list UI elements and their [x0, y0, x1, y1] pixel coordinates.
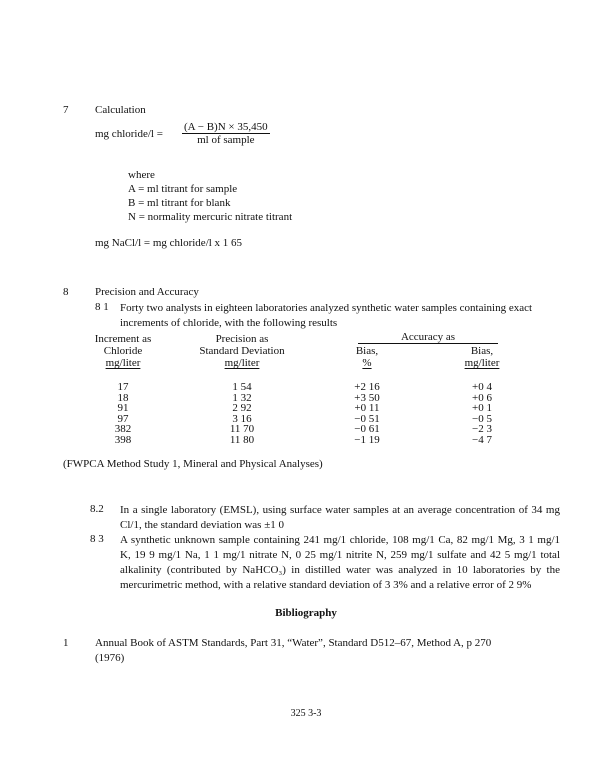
table-cell: 97	[117, 412, 129, 425]
where-label: where	[128, 169, 155, 181]
paragraph-8-3: A synthetic unknown sample containing 241 mg/1 chloride, 108 mg/1 Ca, 82 mg/1 Mg, 3 1 mg/1 K, 19 9 mg/1 Na, 1 1 mg/1 nitrate N, 0 25 mg/1 nitrite N, 259 mg/1 sulfate and 42 5 mg/1 total alkalinity (contributed by NaHCO₃) in distilled water was analyzed in 10 laboratories by the mercurimetric method, with a relative standard deviation of 3 3% and a relative error of 2 9%	[120, 534, 560, 591]
table-cell: 91	[117, 402, 129, 415]
section-title: Precision and Accuracy	[95, 286, 199, 298]
table-cell: −1 19	[354, 433, 380, 446]
paragraph-8-1: Forty two analysts in eighteen laboratories analyzed synthetic water samples containing exact increments of chloride, with the following results	[120, 302, 533, 329]
definition: N = normality mercuric nitrate titrant	[128, 211, 293, 223]
table-cell: +0 11	[354, 402, 380, 415]
page-footer: 325 3-3	[290, 708, 322, 719]
table-column	[83, 382, 163, 446]
paragraph-number: 8.2	[90, 503, 104, 515]
paragraph-number: 8 3	[90, 533, 104, 545]
definition: A = ml titrant for sample	[128, 183, 238, 195]
table-cell: −0 51	[354, 412, 380, 425]
source-note: (FWPCA Method Study 1, Mineral and Physical Analyses)	[63, 458, 323, 470]
header-line: Chloride	[103, 345, 143, 357]
formula-denominator: ml of sample	[197, 134, 255, 146]
table-cell: −0 61	[354, 423, 380, 436]
table-cell: 11 80	[229, 433, 255, 446]
table-cell: +2 16	[354, 381, 380, 393]
paragraph-8-2: In a single laboratory (EMSL), using surface water samples at an average concentration of 34 mg Cl/1, the standard deviation was ±1 0	[120, 504, 560, 531]
header-line: Increment as	[94, 333, 152, 345]
header-accuracy: Accuracy as	[358, 331, 498, 344]
table-cell: 382	[114, 423, 132, 436]
reference-text: Annual Book of ASTM Standards, Part 31, “Water”, Standard D512–67, Method A, p 270	[95, 637, 492, 649]
table-cell: +0 4	[472, 381, 492, 393]
formula-lhs: mg chloride/l =	[95, 128, 163, 140]
formula-fraction	[182, 121, 270, 146]
header-bias-mg	[412, 345, 552, 369]
table-cell: 2 92	[232, 402, 252, 415]
table-cell: 398	[114, 433, 132, 446]
formula-numerator: (A − B)N × 35,450	[184, 121, 268, 133]
table-column	[442, 382, 522, 446]
table-cell: 17	[117, 381, 129, 393]
bibliography-heading: Bibliography	[275, 607, 337, 619]
table-cell: 1 32	[232, 391, 252, 404]
nacl-formula: mg NaCl/l = mg chloride/l x 1 65	[95, 237, 243, 249]
table-cell: 11 70	[229, 423, 255, 436]
table-cell: +3 50	[354, 391, 380, 404]
header-line: Bias,	[470, 345, 494, 357]
section-title: Calculation	[95, 104, 146, 116]
reference-text: (1976)	[95, 652, 125, 664]
header-line: Standard Deviation	[199, 345, 285, 357]
header-line: mg/liter	[464, 357, 500, 369]
table-cell: −0 5	[472, 412, 492, 425]
section-number: 8	[63, 286, 69, 298]
table-cell: +0 1	[472, 402, 492, 415]
section-number: 7	[63, 104, 69, 116]
table-column	[202, 382, 282, 446]
table-cell: −2 3	[472, 423, 492, 436]
reference-number: 1	[63, 637, 69, 649]
header-line: %	[362, 357, 372, 369]
paragraph-number: 8 1	[95, 301, 109, 313]
header-line: mg/liter	[224, 357, 260, 369]
definition: B = ml titrant for blank	[128, 197, 231, 209]
header-precision	[172, 333, 312, 369]
header-line: Bias,	[355, 345, 379, 357]
table-cell: 3 16	[232, 412, 252, 425]
table-cell: −4 7	[472, 433, 492, 446]
header-line: Precision as	[215, 333, 269, 345]
header-line: mg/liter	[105, 357, 141, 369]
table-column	[327, 382, 407, 446]
table-cell: 1 54	[232, 381, 252, 393]
table-cell: 18	[117, 391, 129, 404]
table-cell: +0 6	[472, 391, 492, 404]
